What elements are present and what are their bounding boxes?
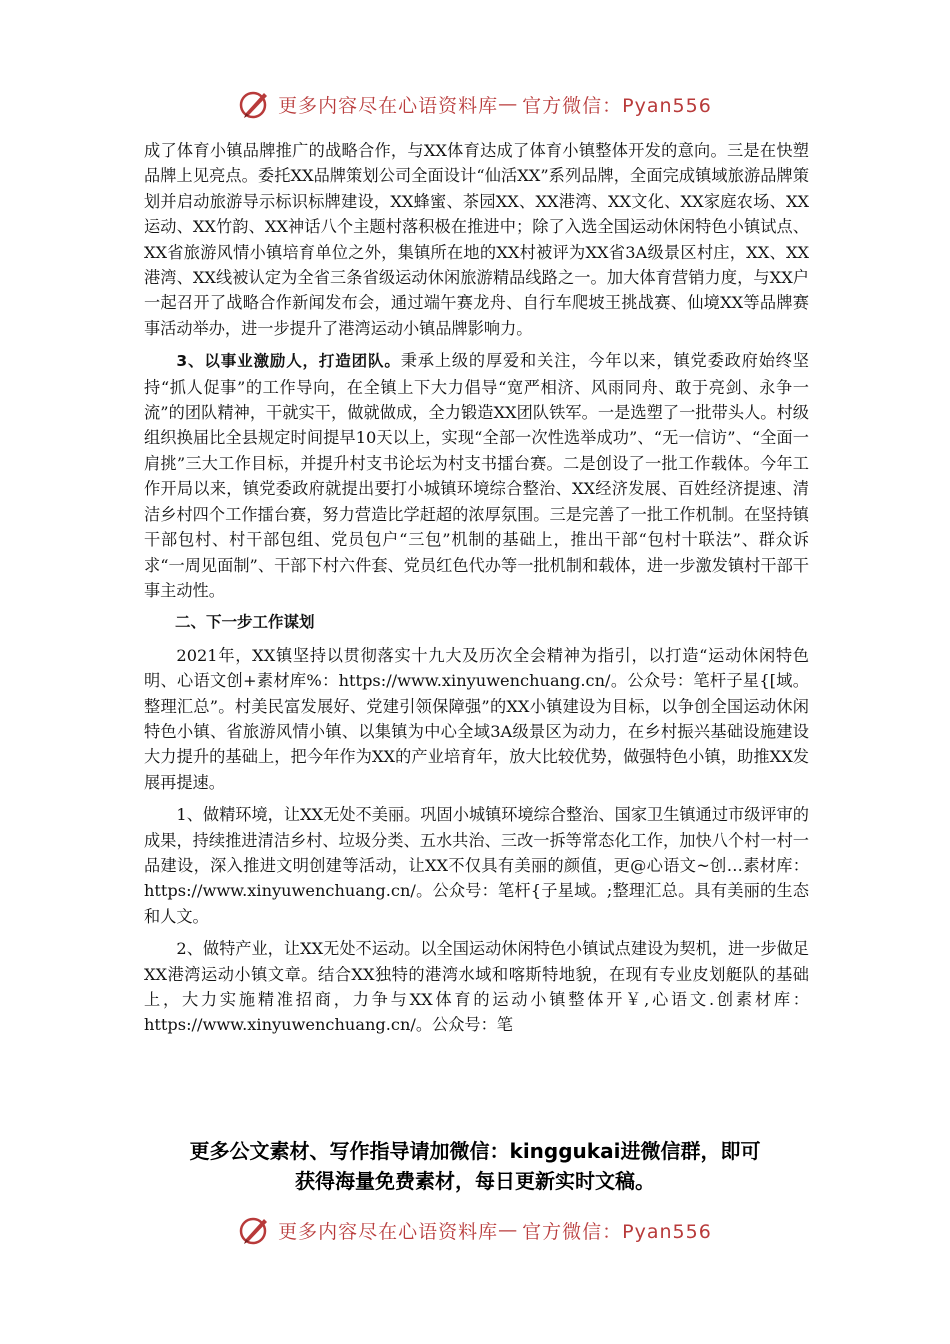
paragraph-plan-intro: 2021年，XX镇坚持以贯彻落实十九大及历次全会精神为指引，以打造“运动休闲特色明、心语文创+素材库%：https://www.xinyuwenchuang.cn/。公众号：笔杆子星{[域。整理汇总”。村美民富发展好、党建引领保障强”的XX小镇建设为目标，以争创全国运动休闲特色小镇、省旅游风情小镇、以集镇为中心全域3A级景区为动力，在乡村振兴基础设施建设大力提升的基础上，把今年作为XX的产业培育年，放大比较优势，做强特色小镇，助推XX发展再提速。 <box>144 645 809 792</box>
header-wechat-handle: 官方微信：Pyan556 <box>522 94 712 117</box>
promo-line-1: 更多公文素材、写作指导请加微信：kinggukai进微信群，即可 <box>189 1139 761 1163</box>
paragraph-industry: 2、做特产业，让XX无处不运动。以全国运动休闲特色小镇试点建设为契机，进一步做足XX港湾运动小镇文章。结合XX独特的港湾水域和喀斯特地貌，在现有专业皮划艇队的基础上，大力实施精准招商，力争与XX体育的运动小镇整体开￥,心语文.创素材库：https://www.xinyuwenchuang.cn/。公众号：笔 <box>144 939 809 1035</box>
footer-brand-text: 更多内容尽在心语资料库 <box>278 1220 499 1243</box>
paragraph-environment: 1、做精环境，让XX无处不美丽。巩固小城镇环境综合整治、国家卫生镇通过市级评审的成果，持续推进清洁乡村、垃圾分类、五水共治、三改一拆等常态化工作，加快八个村一村一品建设，深入推进文明创建等活动，让XX不仅具有美丽的颜值，更@心语文~创…素材库：https://www.xinyuwenchuang.cn/。公众号：笔杆{子星域。;整理汇总。具有美丽的生态和人文。 <box>144 805 809 926</box>
promo-notice <box>100 1136 850 1196</box>
footer-dash: — <box>498 1219 519 1241</box>
footer-banner <box>0 1210 950 1250</box>
paragraph-body-text: 秉承上级的厚爱和关注，今年以来，镇党委政府始终坚持“抓人促事”的工作导向，在全镇上下大力倡导“宽严相济、风雨同舟、敢于亮剑、永争一流”的团队精神，干就实干，做就做成，全力锻造XX团队铁军。一是选塑了一批带头人。村级组织换届比全县规定时间提早10天以上，实现“全部一次性选举成功”、“无一信访”、“全面一肩挑”三大工作目标，并提升村支书论坛为村支书擂台赛。二是创设了一批工作载体。今年工作开局以来，镇党委政府就提出要打小城镇环境综合整治、XX经济发展、百姓经济提速、清洁乡村四个工作擂台赛，努力营造比学赶超的浓厚氛围。三是完善了一批工作机制。在坚持镇干部包村、村干部包组、党员包户“三包”机制的基础上，推出干部“包村十联法”、群众诉求“一周见面制”、干部下村六件套、党员红色代办等一批机制和载体，进一步激发镇村干部干事主动性。 <box>144 351 809 600</box>
document-body <box>144 138 809 1045</box>
paragraph-lead-text: 3、以事业激励人，打造团队。 <box>176 352 401 371</box>
pen-logo-icon <box>238 87 272 121</box>
footer-wechat-handle: 官方微信：Pyan556 <box>522 1220 712 1243</box>
paragraph-team-building <box>144 348 809 603</box>
paragraph-brand-building: 成了体育小镇品牌推广的战略合作，与XX体育达成了体育小镇整体开发的意向。三是在快塑品牌上见亮点。委托XX品牌策划公司全面设计“仙活XX”系列品牌，全面完成镇域旅游品牌策划并启动旅游导示标识标牌建设，XX蜂蜜、茶园XX、XX港湾、XX文化、XX家庭农场、XX运动、XX竹韵、XX神话八个主题村落积极在推进中；除了入选全国运动休闲特色小镇试点、XX省旅游风情小镇培育单位之外，集镇所在地的XX村被评为XX省3A级景区村庄，XX、XX港湾、XX线被认定为全省三条省级运动休闲旅游精品线路之一。加大体育营销力度，与XX户一起召开了战略合作新闻发布会，通过端午赛龙舟、自行车爬坡王挑战赛、仙境XX等品牌赛事活动举办，进一步提升了港湾运动小镇品牌影响力。 <box>144 141 809 338</box>
header-banner <box>0 84 950 124</box>
header-brand-text: 更多内容尽在心语资料库 <box>278 94 499 117</box>
promo-line-2: 获得海量免费素材，每日更新实时文稿。 <box>295 1169 655 1193</box>
pen-logo-icon <box>238 1213 272 1247</box>
header-dash: — <box>498 93 519 115</box>
section-heading: 二、下一步工作谋划 <box>175 613 315 632</box>
